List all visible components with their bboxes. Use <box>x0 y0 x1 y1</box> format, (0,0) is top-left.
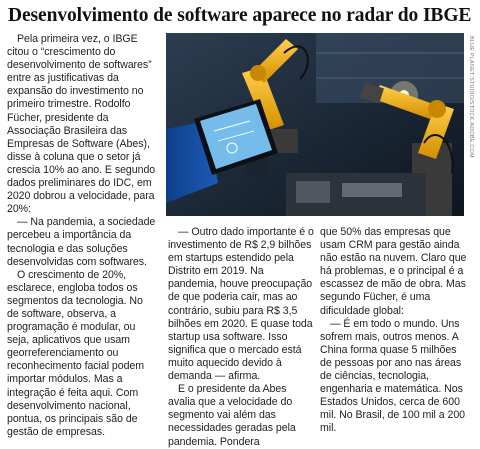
paragraph: — É em todo o mundo. Uns sofrem mais, outros menos. A China forma quase 5 milhões de pessoas por ano nas áreas de ciências, tecnologia, engenharia e matemática. Nos Estados Unidos, cerca de 600 mil. No Brasil, de 100 mil a 200 mil. <box>320 317 466 435</box>
article-headline: Desenvolvimento de software aparece no radar do IBGE <box>8 5 472 26</box>
paragraph: — Na pandemia, a sociedade percebeu a importância da tecnologia e das soluções desenvolvidas com softwares. <box>7 216 156 268</box>
article-column-1 <box>7 33 157 439</box>
paragraph: Pela primeira vez, o IBGE citou o “crescimento do desenvolvimento de softwares” entre as justificativas da expansão do investimento no primeiro trimestre. Rodolfo Fücher, presidente da Associação Brasileira das Empresas de Software (Abes), disse à coluna que o setor já crescia 10% ao ano. E segundo dados preliminares do IDC, em 2020 dobrou a velocidade, para 20%: <box>7 33 156 216</box>
article-column-3 <box>320 226 470 436</box>
factory-robot-illustration <box>166 33 464 216</box>
paragraph: E o presidente da Abes avalia que a velocidade do segmento vai além das necessidades geradas pela pandemia. Pondera <box>168 383 296 448</box>
article-column-2 <box>168 226 314 449</box>
paragraph: — Outro dado importante é o investimento de R$ 2,9 bilhões em startups estendido pela Distrito em 2019. Na pandemia, houve preocupação de que poderia cair, mas ao contrário, subiu para R$ 3,5 bilhões em 2020. E quase toda startup usa software. Isso significa que o mercado está muito aquecido devido à demanda — afirma. <box>168 226 314 383</box>
article-photo <box>166 33 464 216</box>
photo-credit: BLUE PLANET STUDIO/STOCK.ADOBE.COM <box>468 36 474 158</box>
paragraph: O crescimento de 20%, esclarece, engloba todos os segmentos da tecnologia. No de software, observa, a programação é modular, ou seja, aplicativos que usam georreferenciamento ou reconhecimento facial podem importar módulos. Mas a integração é feita aqui. Com desenvolvimento nacional, pontua, os principais são de gestão de empresas. <box>7 268 145 438</box>
paragraph: que 50% das empresas que usam CRM para gestão ainda não estão na nuvem. Claro que há problemas, e o principal é a escassez de mão de obra. Mas segundo Fücher, é uma dificuldade global: <box>320 226 467 317</box>
